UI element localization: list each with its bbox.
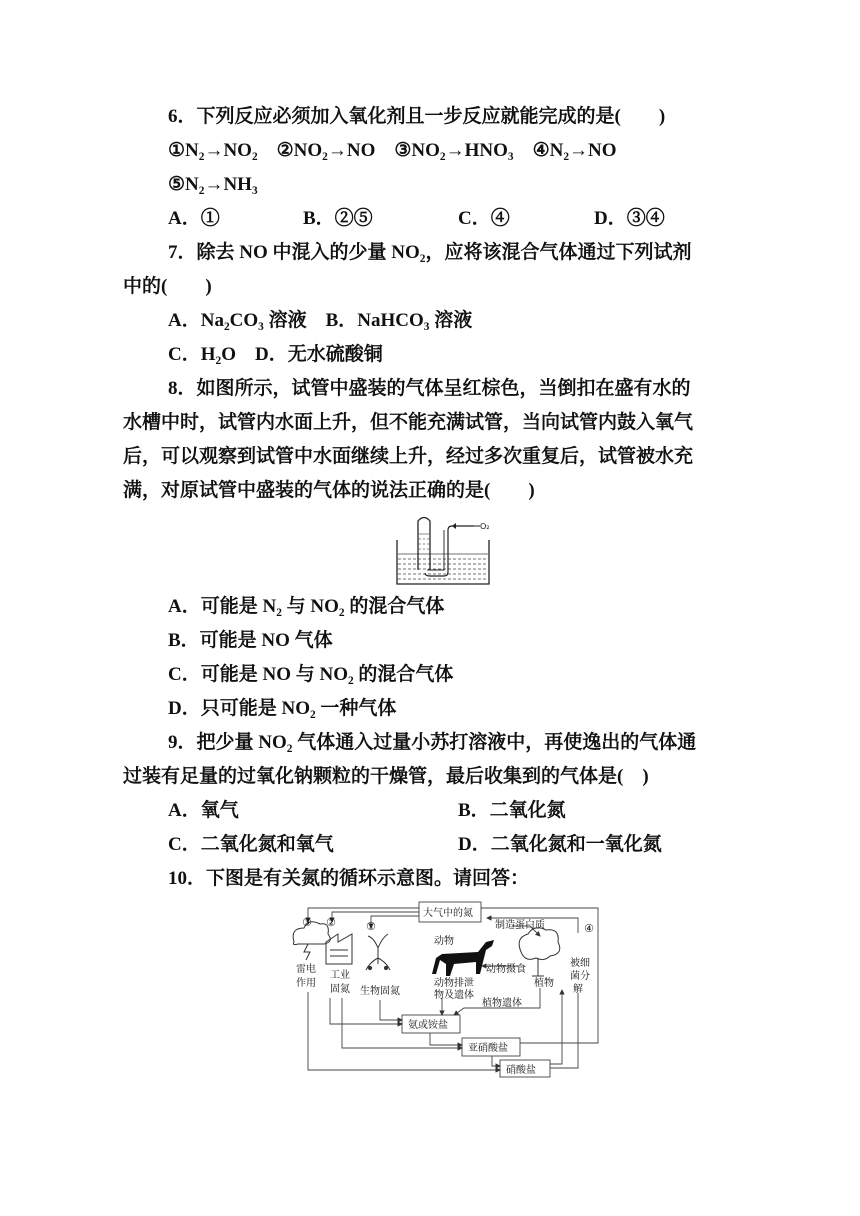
q6-items-line2: ⑤N₂→NH₃ [168, 174, 258, 195]
bio-fixation-label: 生物固氮 [360, 986, 400, 997]
make-protein-label: 制造蛋白质 [495, 920, 545, 931]
marker-4: ④ [584, 922, 594, 935]
nitrate-label: 硝酸盐 [506, 1065, 536, 1076]
atmosphere-nitrogen-label: 大气中的氮 [423, 908, 473, 919]
ammonia-salt-label: 氨或铵盐 [408, 1020, 448, 1031]
q8-option-a: A．可能是 N₂ 与 NO₂ 的混合气体 [168, 596, 445, 617]
q8-apparatus-figure [394, 512, 500, 588]
nitrite-label: 亚硝酸盐 [468, 1043, 508, 1054]
q7-options-line1: A．Na₂CO₃ 溶液 B．NaHCO₃ 溶液 [168, 310, 473, 331]
q9-option-a: A．氧气 [168, 800, 239, 821]
q6-option-a: A．① [168, 208, 220, 229]
q8-option-b: B．可能是 NO 气体 [168, 630, 333, 651]
q6-items-line1: ①N₂→NO₂ ②NO₂→NO ③NO₂→HNO₃ ④N₂→NO [168, 140, 617, 161]
q10-stem: 10．下图是有关氮的循环示意图。请回答： [168, 868, 530, 889]
marker-2: ② [326, 916, 336, 929]
industry-line2: 固氮 [330, 984, 350, 995]
q7-stem-line2: 中的( ) [123, 276, 212, 297]
lightning-line1: 雷电 [296, 964, 316, 975]
q9-option-b: B．二氧化氮 [458, 800, 566, 821]
q7-options-line2: C．H₂O D．无水硫酸铜 [168, 344, 383, 365]
nitrogen-cycle-diagram [282, 898, 602, 1078]
bacteria-line2: 菌分 [570, 971, 590, 982]
q9-option-d: D．二氧化氮和一氧化氮 [458, 834, 662, 855]
animal-excretion-line2: 物及遗体 [434, 990, 474, 1001]
q8-stem-line1: 8．如图所示，试管中盛装的气体呈红棕色，当倒扣在盛有水的 [168, 378, 691, 399]
o2-label: O₂ [480, 522, 490, 531]
animal-excretion-line1: 动物排泄 [434, 978, 474, 989]
q8-stem-line4: 满，对原试管中盛装的气体的说法正确的是( ) [123, 480, 535, 501]
animal-label: 动物 [434, 936, 454, 947]
q9-stem-line1: 9．把少量 NO₂ 气体通入过量小苏打溶液中，再使逸出的气体通 [168, 732, 697, 753]
q8-option-c: C．可能是 NO 与 NO₂ 的混合气体 [168, 664, 454, 685]
animal-eat-label: 动物摄食 [486, 964, 526, 975]
bacteria-line3: 解 [573, 984, 583, 995]
plant-roots-icon [366, 934, 390, 970]
plant-remains-label: 植物遗体 [482, 998, 522, 1009]
q6-option-b: B．②⑤ [303, 208, 373, 229]
bacteria-line1: 被细 [570, 958, 590, 969]
q8-option-d: D．只可能是 NO₂ 一种气体 [168, 698, 397, 719]
marker-1: ① [366, 920, 376, 933]
lightning-line2: 作用 [296, 978, 316, 989]
q8-stem-line2: 水槽中时，试管内水面上升，但不能充满试管，当向试管内鼓入氧气 [123, 412, 694, 433]
q6-option-d: D．③④ [594, 208, 665, 229]
q7-stem-line1: 7．除去 NO 中混入的少量 NO₂，应将该混合气体通过下列试剂 [168, 242, 692, 263]
q6-stem: 6．下列反应必须加入氧化剂且一步反应就能完成的是( ) [168, 106, 666, 127]
q9-option-c: C．二氧化氮和氧气 [168, 834, 334, 855]
industry-line1: 工业 [330, 970, 350, 981]
q6-option-c: C．④ [458, 208, 510, 229]
q9-stem-line2: 过装有足量的过氧化钠颗粒的干燥管，最后收集到的气体是( ) [123, 766, 649, 787]
marker-3: ③ [302, 916, 312, 929]
plant-label: 植物 [534, 978, 554, 989]
q8-stem-line3: 后，可以观察到试管中水面继续上升，经过多次重复后，试管被水充 [123, 446, 694, 467]
